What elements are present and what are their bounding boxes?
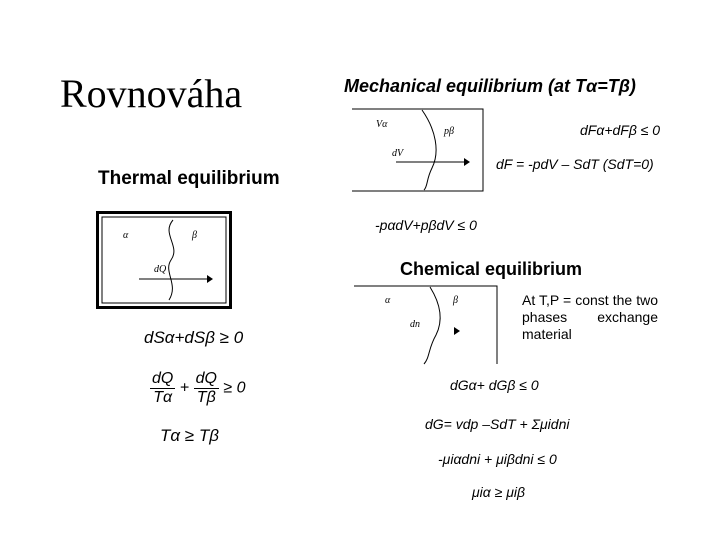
thermal-temperature-equation: Tα ≥ Tβ — [160, 426, 219, 445]
chemical-diagram-drawing — [354, 285, 498, 365]
chemical-beta-label: β — [453, 295, 458, 306]
mechanical-equation-2: dF = -pdV – SdT (SdT=0) — [496, 156, 654, 172]
mechanical-diagram — [352, 108, 484, 192]
fraction-denominator: Tα — [153, 389, 173, 406]
mechanical-diagram-drawing — [352, 108, 484, 192]
fraction-numerator: dQ — [195, 370, 217, 387]
thermal-diagram — [96, 211, 232, 309]
thermal-alpha-label: α — [123, 230, 129, 241]
chemical-equation-4: μiα ≥ μiβ — [472, 484, 526, 500]
chemical-dn-label: dn — [410, 319, 420, 330]
chemical-equation-3: -μiαdni + μiβdni ≤ 0 — [438, 451, 557, 467]
thermal-dq-label: dQ — [154, 264, 167, 275]
fraction-numerator: dQ — [152, 370, 174, 387]
geq-zero: ≥ 0 — [223, 379, 246, 397]
chemical-equation-2: dG= vdp –SdT + Σμidni — [425, 416, 570, 432]
fraction-dq-over-talpha — [150, 370, 175, 407]
thermal-entropy-equation: dSα+dSβ ≥ 0 — [144, 328, 244, 347]
thermal-header: Thermal equilibrium — [98, 168, 280, 189]
chemical-equation-1: dGα+ dGβ ≤ 0 — [450, 377, 539, 393]
thermal-beta-label: β — [192, 230, 197, 241]
fraction-dq-over-tbeta — [194, 370, 219, 407]
chemical-header: Chemical equilibrium — [400, 259, 583, 279]
plus-sign: + — [179, 379, 190, 397]
chemical-alpha-label: α — [385, 295, 391, 306]
chemical-diagram — [354, 285, 498, 365]
mechanical-v-alpha-label: Vα — [376, 119, 388, 130]
mechanical-header: Mechanical equilibrium (at Tα=Tβ) — [344, 76, 636, 96]
thermal-fraction-equation — [150, 370, 246, 407]
mechanical-equation-3: -pαdV+pβdV ≤ 0 — [375, 217, 477, 233]
chemical-note: At T,P = const the two phases exchange material — [522, 292, 658, 342]
fraction-denominator: Tβ — [196, 389, 216, 406]
mechanical-p-beta-label: pβ — [444, 126, 454, 137]
mechanical-dv-label: dV — [392, 148, 404, 159]
page-title: Rovnováha — [60, 71, 243, 116]
thermal-diagram-drawing — [99, 214, 229, 306]
mechanical-equation-1: dFα+dFβ ≤ 0 — [580, 122, 661, 138]
